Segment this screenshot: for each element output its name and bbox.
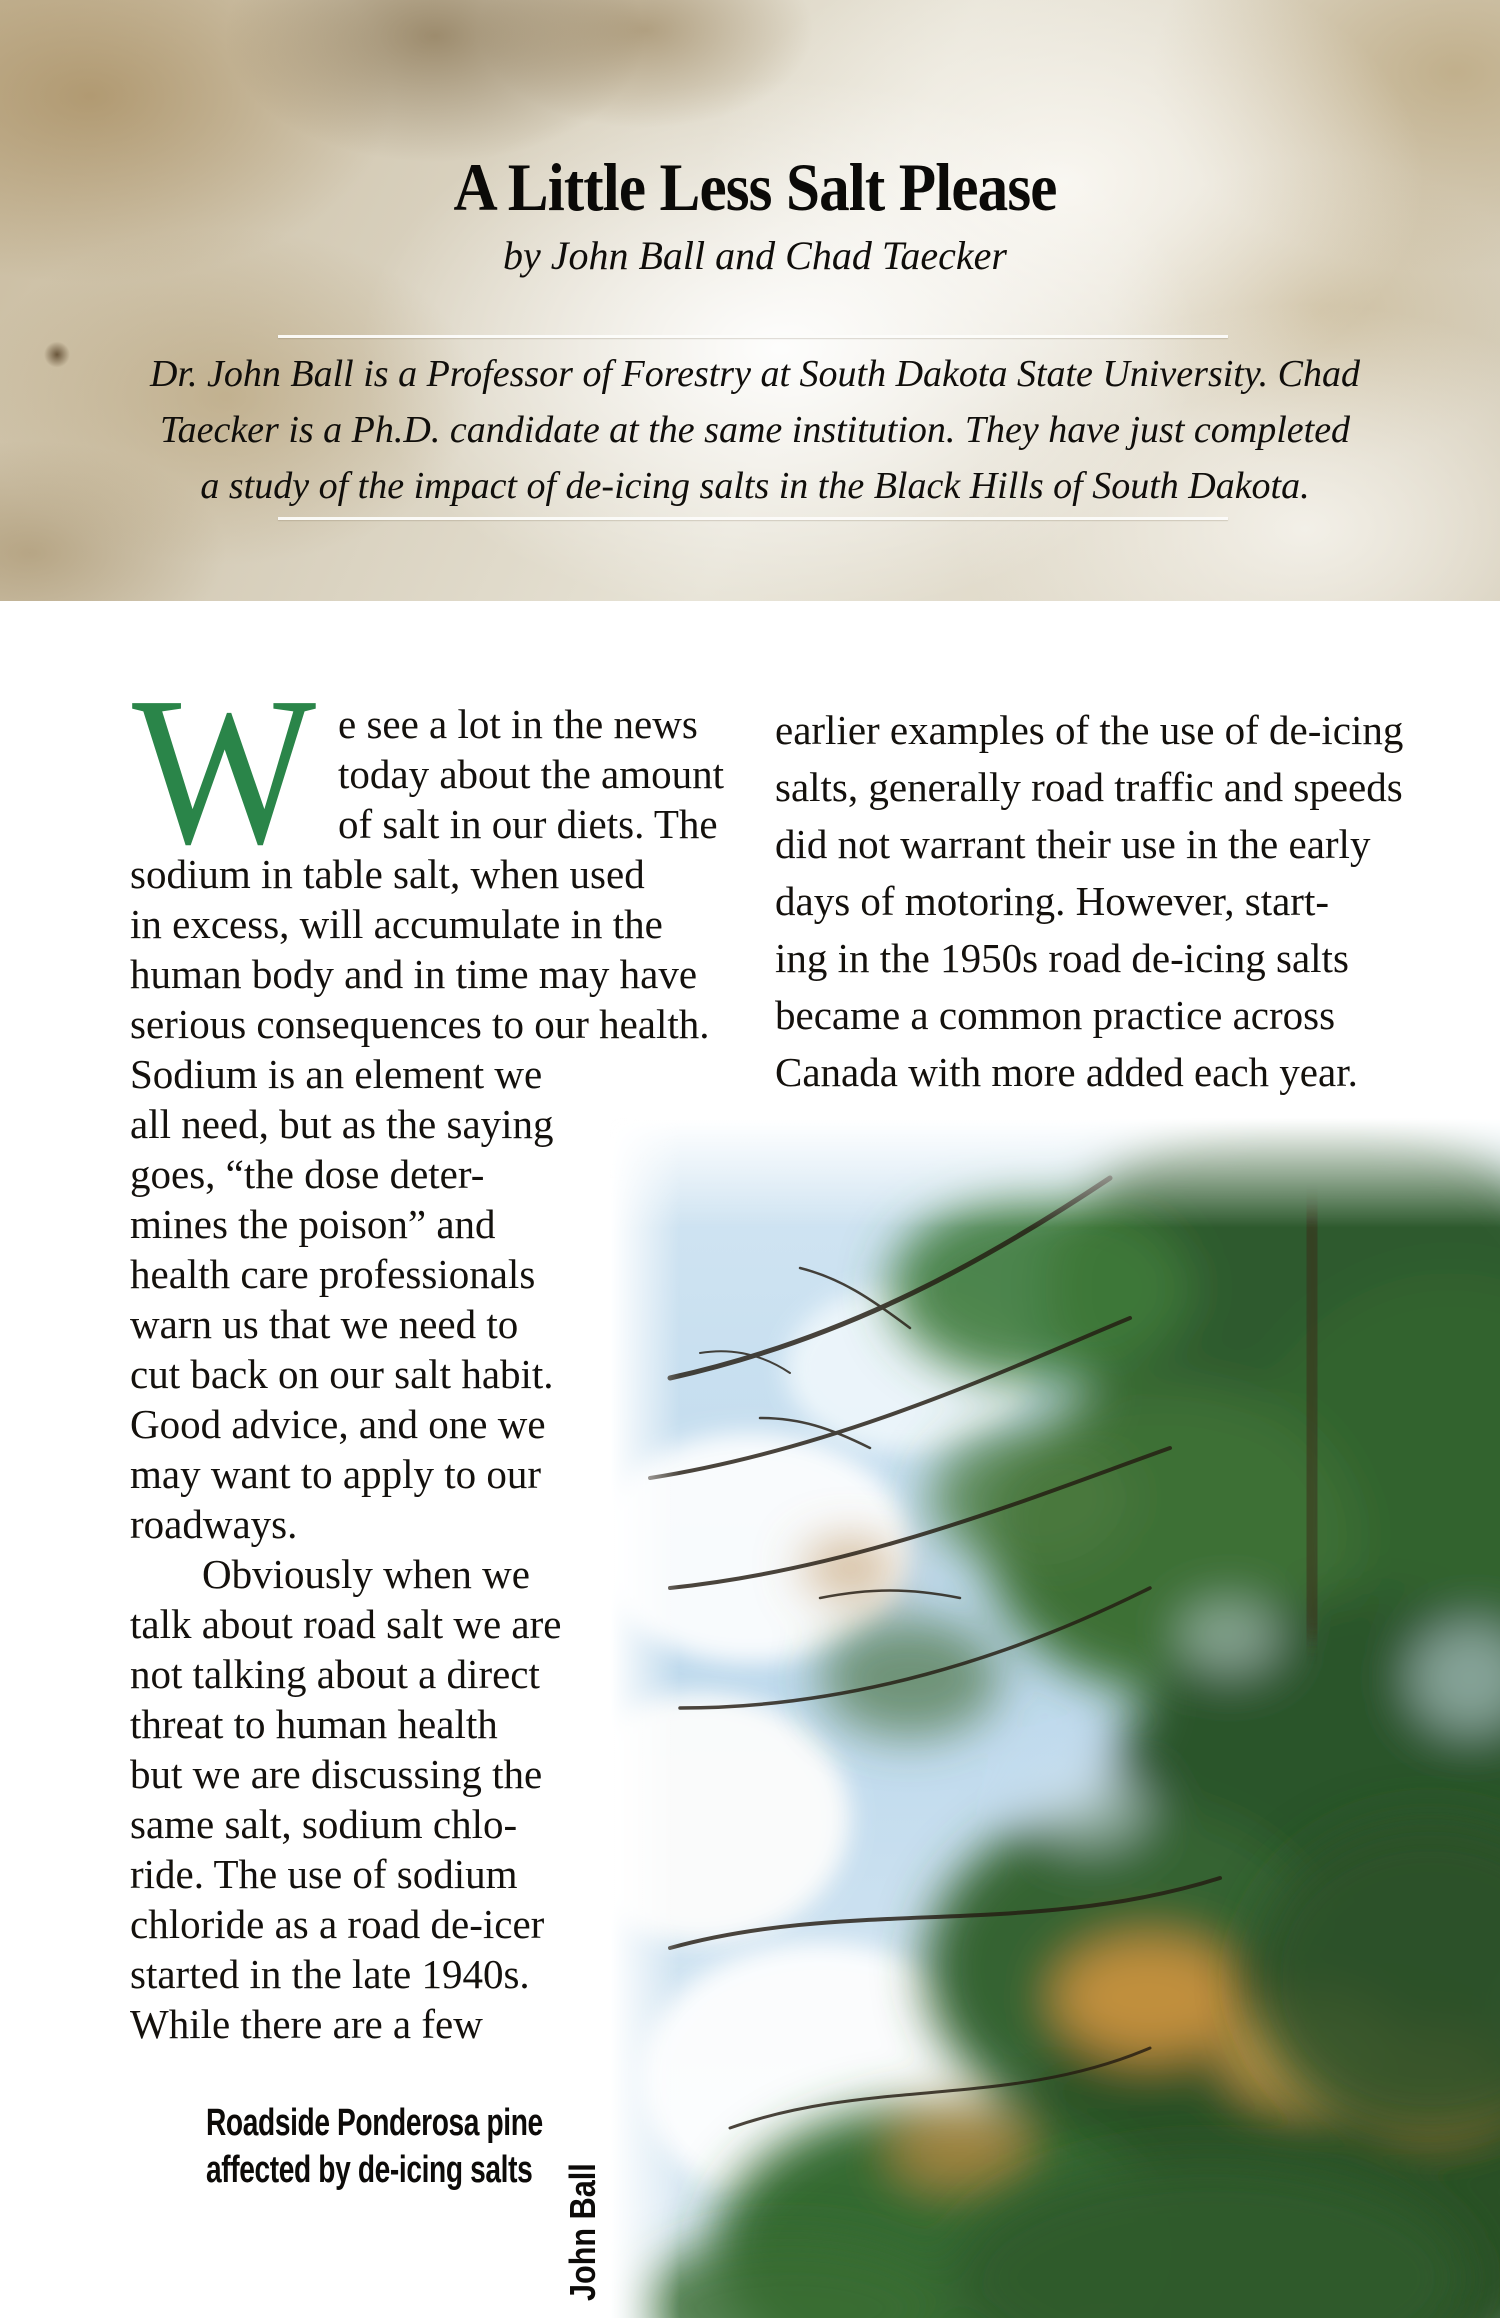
divider-rule-bottom: [278, 517, 1228, 520]
article-byline: by John Ball and Chad Taecker: [502, 233, 1007, 278]
pine-photo-illustration: [610, 1118, 1500, 2318]
roadside-pine-photo: [610, 1118, 1500, 2318]
author-note: Dr. John Ball is a Professor of Forestry at South Dakota State University. Chad Taecker is a Ph.D. candidate at the same institution. They have just completed a study of the impact of de-icing salts in the Black Hills of South Dakota.: [150, 353, 1360, 507]
left-column-paragraph-1: sodium in table salt, when used in excess, will accumulate in the human body and in time may have serious consequences to our health. Sodium is an element we all need, but as the saying goes, “the dose deter- mines the poison” and health care professionals warn us that we need to cut back on our salt habit. Good advice, and one we may want to apply to our roadways.: [130, 851, 710, 1547]
photo-top-fade: [610, 1118, 1500, 1228]
tree-trunk: [1309, 1208, 1315, 1638]
photo-left-fade: [610, 1118, 680, 2318]
salt-crystals-header-image: [0, 0, 1500, 601]
drop-cap-w: W: [132, 653, 317, 888]
right-column: earlier examples of the use of de-icing salts, generally road traffic and speeds did not warrant their use in the early days of motoring. However, start- ing in the 1950s road de-icing salts became a common practice across Canada with more added each year.: [775, 707, 1404, 1095]
photo-credit: John Ball: [562, 2163, 603, 2301]
photo-caption: Roadside Ponderosa pine affected by de-icing salts: [206, 2102, 543, 2191]
left-column-paragraph-2: Obviously when we talk about road salt we are not talking about a direct threat to human health but we are discussing the same salt, sodium chlo- ride. The use of sodium chloride as a road de-icer started in the late 1940s. While there are a few: [130, 1551, 562, 2047]
left-column-opening-lines: e see a lot in the news today about the amount of salt in our diets. The: [338, 701, 724, 847]
article-title: A Little Less Salt Please: [453, 149, 1057, 225]
divider-rule-top: [278, 335, 1228, 338]
